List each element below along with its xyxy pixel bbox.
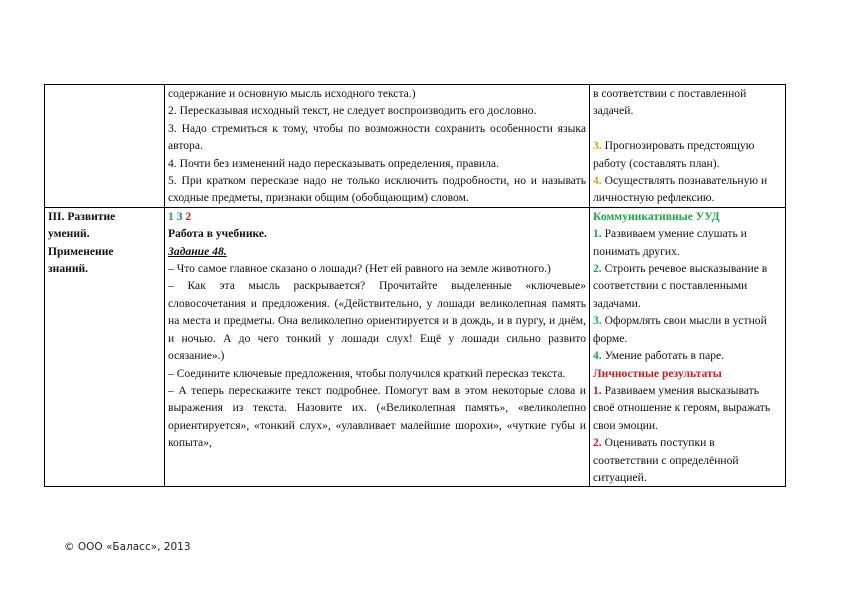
- stage-cell: [45, 207, 165, 487]
- uud-item-text: Осуществлять познавательную и личностную рефлексию.: [593, 174, 768, 205]
- task-title: Задание 48.: [168, 244, 227, 258]
- number-red: 2: [185, 209, 192, 223]
- communicative-heading: Коммуникативные УУД: [593, 209, 720, 223]
- lesson-table: [44, 84, 786, 487]
- uud-cell: [590, 85, 786, 208]
- uud-item-number: 1.: [593, 227, 602, 241]
- table-row: [45, 207, 786, 487]
- uud-item: [593, 434, 782, 486]
- color-numbers: [168, 208, 586, 225]
- uud-item-text: Прогнозировать предстоящую работу (составлять план).: [593, 139, 755, 170]
- uud-item-number: 3.: [593, 314, 602, 328]
- uud-item: [593, 382, 782, 434]
- number-blue: 3: [176, 209, 183, 223]
- uud-item: [593, 312, 782, 347]
- content-line: 4. Почти без изменений надо пересказывать определения, правила.: [168, 156, 499, 170]
- stage-line: умений.: [48, 227, 90, 241]
- copyright-footer: © ООО «Баласс», 2013: [64, 541, 191, 553]
- content-paragraph: – Как эта мысль раскрывается? Прочитайте выделенные «ключевые» словосочетания и предложения. («Действительно, у лошади великолепная память на места и предметы. Она великолепно ориентируется и в дождь, и в пургу, и днём, и ночью. А до чего тонкий у лошади слух! Ещё у лошади сильно развито осязание».): [168, 279, 586, 363]
- uud-item-text: Умение работать в паре.: [604, 349, 725, 363]
- work-title: Работа в учебнике.: [168, 227, 267, 241]
- content-cell: [165, 207, 590, 487]
- uud-item: [593, 137, 782, 172]
- uud-item-text: Развиваем умение слушать и понимать других.: [593, 227, 747, 258]
- uud-item-number: 2.: [593, 436, 602, 450]
- content-line: 3. Надо стремиться к тому, чтобы по возможности сохранить особенности языка автора.: [168, 121, 586, 153]
- stage-line: знаний.: [48, 262, 89, 276]
- content-paragraph: – А теперь перескажите текст подробнее. Помогут вам в этом некоторые слова и выражения из текста. Назовите их. («Великолепная память», «великолепно ориентируется», «тонкий слух», «улавливает малейшие шорохи», «чуткие губы и копыта»,: [168, 383, 586, 450]
- uud-item: [593, 347, 782, 364]
- uud-item-text: Строить речевое высказывание в соответствии с поставленными задачами.: [593, 262, 768, 310]
- uud-item: [593, 260, 782, 312]
- content-line: 2. Пересказывая исходный текст, не следует воспроизводить его дословно.: [168, 104, 537, 118]
- uud-item-text: Оформлять свои мысли в устной форме.: [593, 314, 767, 345]
- uud-item-number: 1.: [593, 383, 602, 397]
- uud-item-number: 3.: [593, 139, 602, 153]
- content-paragraph: – Соедините ключевые предложения, чтобы получился краткий пересказ текста.: [168, 366, 566, 380]
- uud-cell: [590, 207, 786, 487]
- personal-heading: Личностные результаты: [593, 366, 722, 380]
- stage-line: III. Развитие: [48, 209, 116, 223]
- spacer: [593, 120, 782, 137]
- stage-line: Применение: [48, 244, 114, 258]
- uud-item-number: 2.: [593, 262, 602, 276]
- number-green: 1: [168, 209, 174, 223]
- uud-item-number: 4.: [593, 349, 602, 363]
- content-line: 5. При кратком пересказе надо не только исключить подробности, но и называть сходные предметы, признаки общим (обобщающим) словом.: [168, 174, 586, 205]
- uud-item: [593, 225, 782, 260]
- content-paragraph: – Что самое главное сказано о лошади? (Нет ей равного на земле животного.): [168, 262, 551, 276]
- table-row: [45, 85, 786, 208]
- content-cell: [165, 85, 590, 208]
- uud-item-text: Оценивать поступки в соответствии с определённой ситуацией.: [593, 436, 739, 484]
- uud-line: в соответствии с поставленной задачей.: [593, 87, 747, 118]
- content-line: содержание и основную мысль исходного текста.): [168, 87, 416, 100]
- uud-item-text: Развиваем умения высказывать своё отношение к героям, выражать свои эмоции.: [593, 383, 771, 432]
- uud-item-number: 4.: [593, 174, 602, 188]
- uud-item: [593, 172, 782, 207]
- stage-cell-empty: [45, 85, 165, 208]
